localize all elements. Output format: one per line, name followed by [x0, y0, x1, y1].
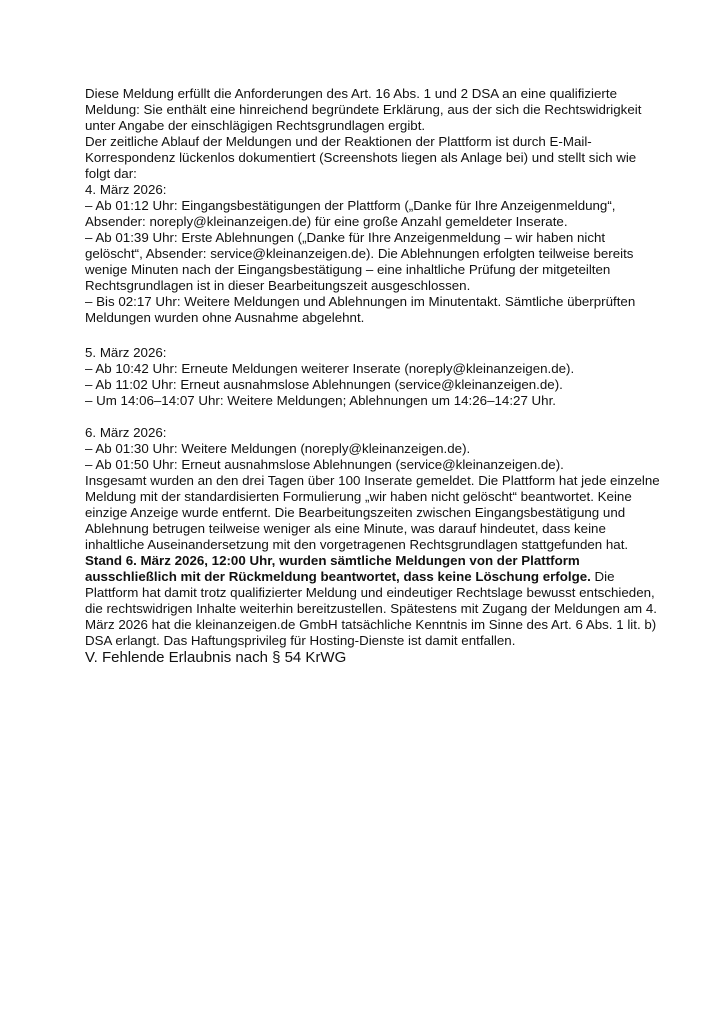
timeline-date-heading-4-maerz: 4. März 2026:: [85, 182, 167, 197]
timeline-entry: – Ab 01:39 Uhr: Erste Ablehnungen („Danke für Ihre Anzeigenmeldung – wir haben nicht gelöscht“, Absender: service@kleinanzeigen.de). Die Ablehnungen erfolgten teilweise bereits wenige Minuten nach der Eingangsbestätigung – eine inhaltliche Prüfung der mitgeteilten Rechtsgrundlagen ist in dieser Bearbeitungszeit ausgeschlossen.: [85, 230, 634, 293]
conclusion-paragraph: [85, 553, 665, 649]
intro-paragraph-2: Der zeitliche Ablauf der Meldungen und der Reaktionen der Plattform ist durch E-Mail-Korrespondenz lückenlos dokumentiert (Screenshots liegen als Anlage bei) und stellt sich wie folgt dar:: [85, 134, 637, 181]
conclusion-bold-lead: Stand 6. März 2026, 12:00 Uhr, wurden sämtliche Meldungen von der Plattform ausschließlich mit der Rückmeldung beantwortet, dass keine Löschung erfolge.: [85, 553, 591, 584]
intro-paragraph-1: Diese Meldung erfüllt die Anforderungen des Art. 16 Abs. 1 und 2 DSA an eine qualifizierte Meldung: Sie enthält eine hinreichend begründete Erklärung, aus der sich die Rechtswidrigkeit unter Angabe der einschlägigen Rechtsgrundlagen ergibt.: [85, 86, 642, 133]
timeline-entry: – Ab 01:12 Uhr: Eingangsbestätigungen der Plattform („Danke für Ihre Anzeigenmeldung“, Absender: noreply@kleinanzeigen.de) für eine große Anzahl gemeldeter Inserate.: [85, 198, 616, 229]
timeline-date-heading-5-maerz: 5. März 2026:: [85, 345, 167, 360]
timeline-date-heading-6-maerz: 6. März 2026:: [85, 425, 167, 440]
summary-paragraph: Insgesamt wurden an den drei Tagen über 100 Inserate gemeldet. Die Plattform hat jede einzelne Meldung mit der standardisierten Formulierung „wir haben nicht gelöscht“ beantwortet. Keine einzige Anzeige wurde entfernt. Die Bearbeitungszeiten zwischen Eingangsbestätigung und Ablehnung betrugen teilweise weniger als eine Minute, was darauf hindeutet, dass keine inhaltliche Auseinandersetzung mit den vorgetragenen Rechtsgrundlagen stattgefunden hat.: [85, 473, 660, 552]
document-body: [85, 86, 665, 667]
timeline-entry: – Um 14:06–14:07 Uhr: Weitere Meldungen; Ablehnungen um 14:26–14:27 Uhr.: [85, 393, 557, 408]
timeline-entry: – Ab 11:02 Uhr: Erneut ausnahmslose Ablehnungen (service@kleinanzeigen.de).: [85, 377, 563, 392]
timeline-entry: – Ab 01:50 Uhr: Erneut ausnahmslose Ablehnungen (service@kleinanzeigen.de).: [85, 457, 564, 472]
timeline-entry: – Ab 10:42 Uhr: Erneute Meldungen weiterer Inserate (noreply@kleinanzeigen.de).: [85, 361, 575, 376]
conclusion-rest: Die Plattform hat damit trotz qualifizierter Meldung und eindeutiger Rechtslage bewusst entschieden, die rechtswidrigen Inhalte weiterhin bereitzustellen. Spätestens mit Zugang der Meldungen am 4. März 2026 hat die kleinanzeigen.de GmbH tatsächliche Kenntnis im Sinne des Art. 6 Abs. 1 lit. b) DSA erlangt. Das Haftungsprivileg für Hosting-Dienste ist damit entfallen.: [85, 569, 657, 648]
section-heading-v: V. Fehlende Erlaubnis nach § 54 KrWG: [85, 649, 347, 666]
timeline-entry: – Bis 02:17 Uhr: Weitere Meldungen und Ablehnungen im Minutentakt. Sämtliche überprüften Meldungen wurden ohne Ausnahme abgelehnt.: [85, 294, 636, 325]
timeline-entry: – Ab 01:30 Uhr: Weitere Meldungen (noreply@kleinanzeigen.de).: [85, 441, 471, 456]
